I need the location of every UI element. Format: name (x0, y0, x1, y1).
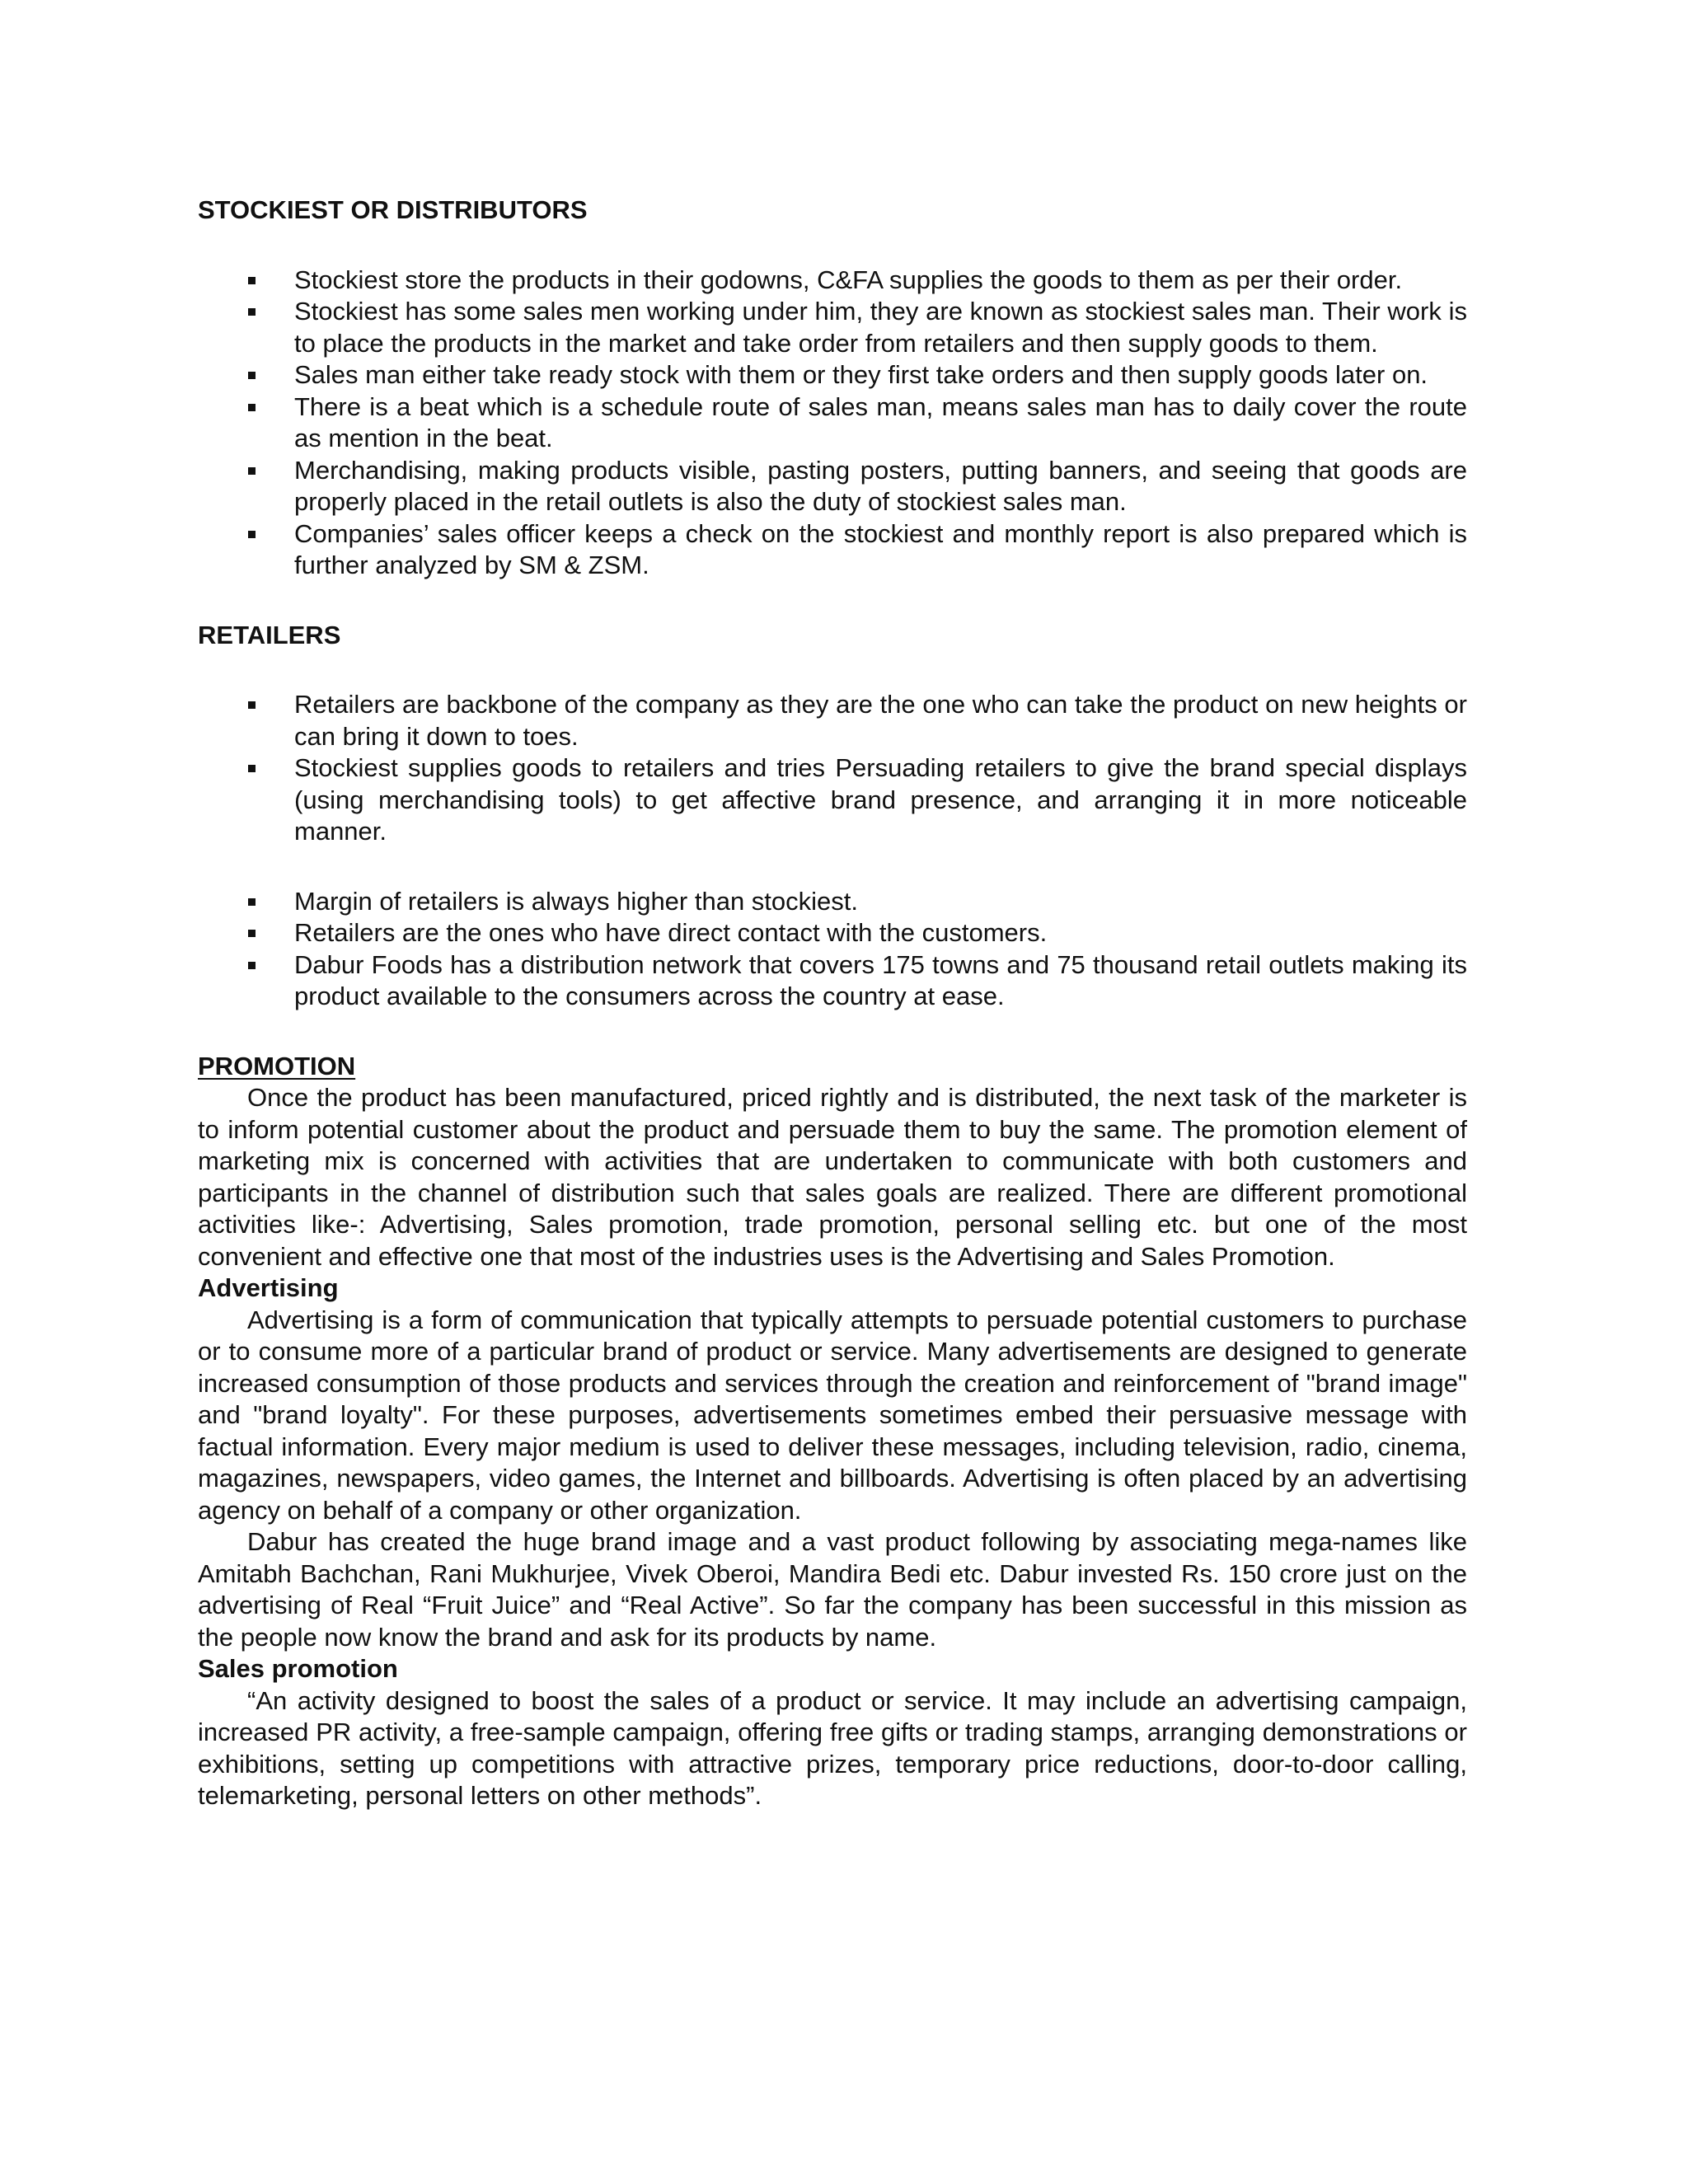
advertising-heading: Advertising (198, 1273, 339, 1302)
square-bullet-icon (248, 765, 256, 772)
square-bullet-icon (248, 404, 256, 411)
list-item: Stockiest supplies goods to retailers and tries Persuading retailers to give the brand special displays (using merchandising tools) to get affective brand presence, and arranging it in more noticeable manner. (294, 752, 1467, 848)
promotion-heading: PROMOTION (198, 1051, 356, 1080)
promotion-paragraph: Once the product has been manufactured, priced rightly and is distributed, the next task of the marketer is to inform potential customer about the product and persuade them to buy the same. The promotion element of marketing mix is concerned with activities that are undertaken to communicate with both customers and participants in the channel of distribution such that sales goals are realized. There are different promotional activities like-: Advertising, Sales promotion, trade promotion, personal selling etc. but one of the most convenient and effective one that most of the industries uses is the Advertising and Sales Promotion. (198, 1083, 1467, 1271)
list-item: There is a beat which is a schedule route of sales man, means sales man has to daily cover the route as mention in the beat. (294, 391, 1467, 455)
retailers-bullet-list-b (198, 886, 1467, 1013)
square-bullet-icon (248, 308, 256, 316)
advertising-paragraph-1: Advertising is a form of communication that typically attempts to persuade potential customers to purchase or to consume more of a particular brand of product or service. Many advertisements are designed to generate increased consumption of those products and services through the creation and reinforcement of "brand image" and "brand loyalty". For these purposes, advertisements sometimes embed their persuasive message with factual information. Every major medium is used to deliver these messages, including television, radio, cinema, magazines, newspapers, video games, the Internet and billboards. Advertising is often placed by an advertising agency on behalf of a company or other organization. (198, 1305, 1467, 1525)
retailers-bullet-list-a (198, 689, 1467, 848)
list-item: Margin of retailers is always higher than stockiest. (294, 886, 1467, 918)
document-page (198, 194, 1467, 1812)
square-bullet-icon (248, 898, 256, 906)
stockiest-bullet-list (198, 265, 1467, 582)
square-bullet-icon (248, 962, 256, 969)
square-bullet-icon (248, 930, 256, 937)
list-item: Merchandising, making products visible, pasting posters, putting banners, and seeing that goods are properly placed in the retail outlets is also the duty of stockiest sales man. (294, 455, 1467, 518)
list-item: Sales man either take ready stock with them or they first take orders and then supply goods later on. (294, 359, 1467, 391)
list-item: Dabur Foods has a distribution network that covers 175 towns and 75 thousand retail outlets making its product available to the consumers across the country at ease. (294, 949, 1467, 1013)
advertising-paragraph-2: Dabur has created the huge brand image and a vast product following by associating mega-names like Amitabh Bachchan, Rani Mukhurjee, Vivek Oberoi, Mandira Bedi etc. Dabur invested Rs. 150 crore just on the advertising of Real “Fruit Juice” and “Real Active”. So far the company has been successful in this mission as the people now know the brand and ask for its products by name. (198, 1527, 1467, 1652)
square-bullet-icon (248, 531, 256, 538)
list-item: Retailers are the ones who have direct contact with the customers. (294, 917, 1467, 949)
list-item: Stockiest store the products in their godowns, C&FA supplies the goods to them as per their order. (294, 265, 1467, 297)
sales-promotion-heading: Sales promotion (198, 1654, 398, 1683)
square-bullet-icon (248, 701, 256, 709)
list-item: Companies’ sales officer keeps a check on the stockiest and monthly report is also prepared which is further analyzed by SM & ZSM. (294, 518, 1467, 582)
list-item: Retailers are backbone of the company as they are the one who can take the product on new heights or can bring it down to toes. (294, 689, 1467, 752)
stockiest-heading: STOCKIEST OR DISTRIBUTORS (198, 195, 588, 224)
square-bullet-icon (248, 372, 256, 379)
retailers-heading: RETAILERS (198, 620, 341, 649)
square-bullet-icon (248, 277, 256, 284)
sales-promotion-paragraph: “An activity designed to boost the sales of a product or service. It may include an advertising campaign, increased PR activity, a free-sample campaign, offering free gifts or trading stamps, arranging demonstrations or exhibitions, setting up competitions with attractive prizes, temporary price reductions, door-to-door calling, telemarketing, personal letters on other methods”. (198, 1685, 1467, 1810)
list-item: Stockiest has some sales men working under him, they are known as stockiest sales man. Their work is to place the products in the market and take order from retailers and then supply goods to them. (294, 296, 1467, 359)
square-bullet-icon (248, 467, 256, 475)
